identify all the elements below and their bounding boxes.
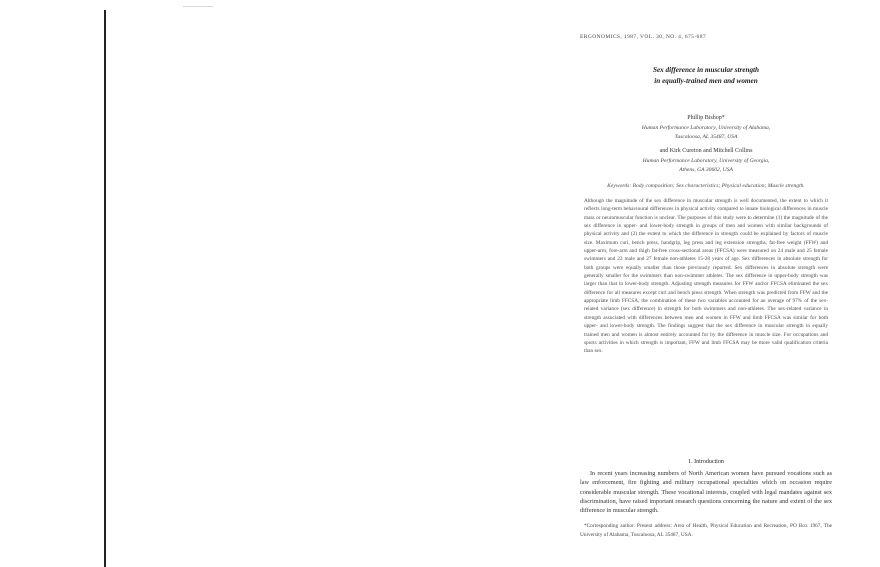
paper-page xyxy=(580,0,832,567)
title-line-2: in equally-trained men and women xyxy=(654,77,758,85)
scan-mark xyxy=(183,6,213,7)
abstract: Although the magnitude of the sex difference in muscular strength is well documented, the extent to which it reflects long-term behavioural differences in physical activity compared to innate biological differences in muscle mass or neuromuscular function is unclear. The purposes of this study were to determine (1) the magnitude of the sex difference in upper- and lower-body strength in groups of men and women with similar backgrounds of physical activity and (2) the extent to which the difference in strength could be explained by factors of muscle size. Maximum curl, bench press, handgrip, leg press and leg extension strengths, fat-free weight (FFW) and upper-arm, fore-arm and thigh fat-free cross-sectional areas (FFCSA) were measured on 24 male and 25 female swimmers and 23 male and 27 female non-athletes 15-28 years of age. Sex differences in absolute strength for both groups were equally smaller than those previously reported. Sex differences in absolute strength were generally smaller for the swimmers than non-swimmer athletes. The sex difference in upper-body strength was larger than that in lower-body strength. Adjusting strength measures for FFW and/or FFCSA eliminated the sex difference for all measures except curl and bench press strength. When strength was predicted from FFW and the appropriate limb FFCSA, the combination of these two variables accounted for an average of 97% of the sex-related variance (sex difference) in strength for both swimmers and non-athletes. The sex-related variance in strength associated with differences between men and women in FFW and limb FFCSA was similar for both upper- and lower-body strength. The findings suggest that the sex difference in muscular strength in equally trained men and women is almost entirely accounted for by the difference in muscle size. For occupations and sports activities in which strength is important, FFW and limb FFCSA may be more valid qualification criteria than sex. xyxy=(584,198,828,355)
section-heading: 1. Introduction xyxy=(688,459,724,465)
footnote: *Corresponding author. Present address: Area of Health, Physical Education and Recreation, PO Box 1967, The University of Alabama, Tuscaloosa, AL 35487, USA. xyxy=(580,523,832,538)
affiliation-1-line-1: Human Performance Laboratory, University of Alabama, xyxy=(641,125,771,131)
keywords: Keywords: Body composition; Sex characteristics; Physical education; Muscle strength. xyxy=(607,183,805,189)
book-spine-line xyxy=(104,10,106,567)
affiliation-2-line-2: Athens, GA 30602, USA xyxy=(679,166,733,173)
affiliation-1-line-2: Tuscaloosa, AL 35487, USA xyxy=(674,133,738,140)
intro-paragraph: In recent years increasing numbers of North American women have pursued vocations such as law enforcement, fire fighting and military occupational specialties which on occasion require considerable muscular strength. These vocational interests, coupled with legal mandates against sex discrimination, have raised important research questions concerning the nature and extent of the sex difference in muscular strength. xyxy=(580,470,832,515)
author-2: and Kirk Cureton and Mitchell Collins xyxy=(659,148,753,154)
affiliation-1 xyxy=(580,124,832,141)
journal-header: ERGONOMICS, 1987, VOL. 30, NO. 4, 675-687 xyxy=(580,34,706,40)
affiliation-2 xyxy=(580,157,832,174)
paper-title xyxy=(580,65,832,87)
affiliation-2-line-1: Human Performance Laboratory, University of Georgia, xyxy=(642,158,770,164)
author-1: Phillip Bishop* xyxy=(687,115,725,121)
title-line-1: Sex difference in muscular strength xyxy=(652,66,760,74)
